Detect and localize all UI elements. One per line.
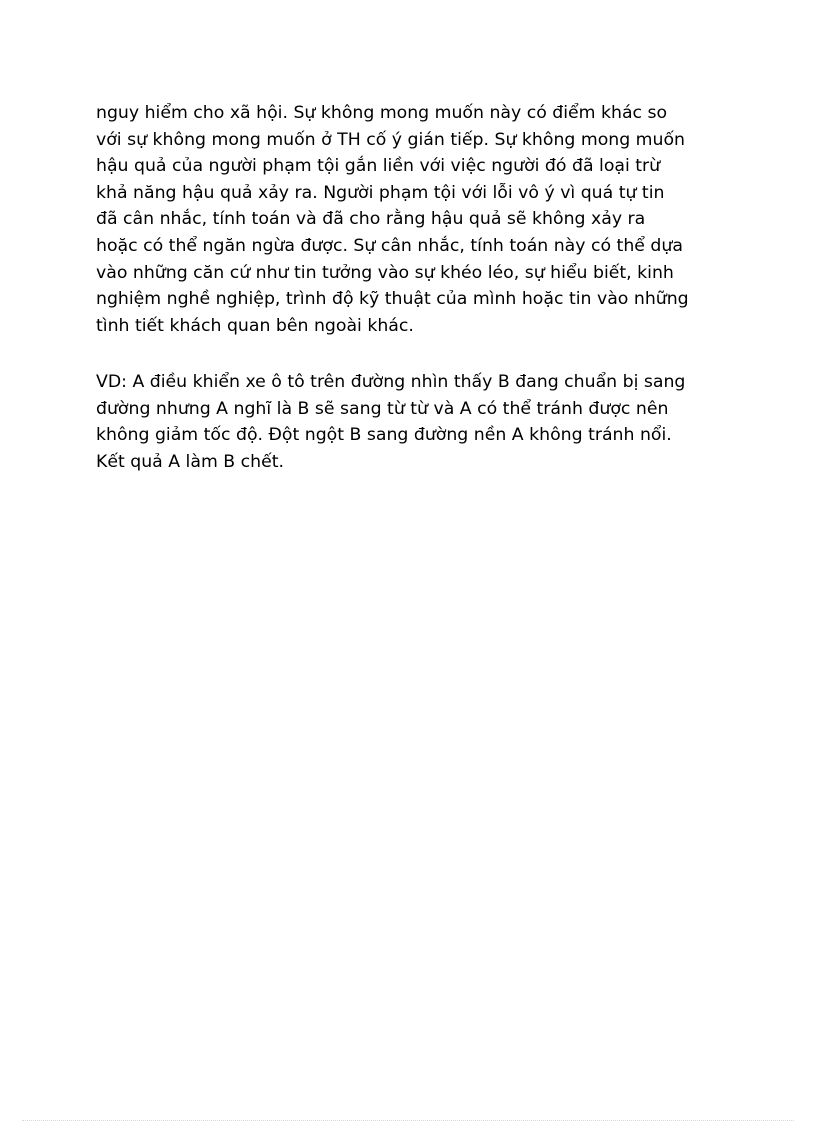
paragraph-line: hậu quả của người phạm tội gắn liền với việc người đó đã loại trừ: [96, 156, 661, 177]
paragraph-line: đã cân nhắc, tính toán và đã cho rằng hậu quả sẽ không xảy ra: [96, 209, 646, 230]
paragraph-line: với sự không mong muốn ở TH cố ý gián tiếp. Sự không mong muốn: [96, 129, 685, 150]
paragraph-line: nguy hiểm cho xã hội. Sự không mong muốn này có điểm khác so: [96, 103, 668, 123]
paragraph-line: khả năng hậu quả xảy ra. Người phạm tội với lỗi vô ý vì quá tự tin: [96, 182, 665, 203]
paragraph-line: tình tiết khách quan bên ngoài khác.: [96, 315, 414, 336]
paragraph-line: hoặc có thể ngăn ngừa được. Sự cân nhắc, tính toán này có thể dựa: [96, 235, 683, 256]
paragraph-example: [96, 369, 736, 475]
paragraph-line: Kết quả A làm B chết.: [96, 451, 284, 472]
paragraph-line: VD: A điều khiển xe ô tô trên đường nhìn thấy B đang chuẩn bị sang: [96, 372, 686, 392]
paragraph-line: không giảm tốc độ. Đột ngột B sang đường nền A không tránh nổi.: [96, 425, 672, 446]
page-bottom-divider: [22, 1120, 794, 1121]
paragraph-explanation: [96, 100, 736, 339]
paragraph-line: đường nhưng A nghĩ là B sẽ sang từ từ và A có thể tránh được nên: [96, 398, 669, 419]
paragraph-line: vào những căn cứ như tin tưởng vào sự khéo léo, sự hiểu biết, kinh: [96, 262, 674, 283]
paragraph-line: nghiệm nghề nghiệp, trình độ kỹ thuật của mình hoặc tin vào những: [96, 289, 689, 310]
